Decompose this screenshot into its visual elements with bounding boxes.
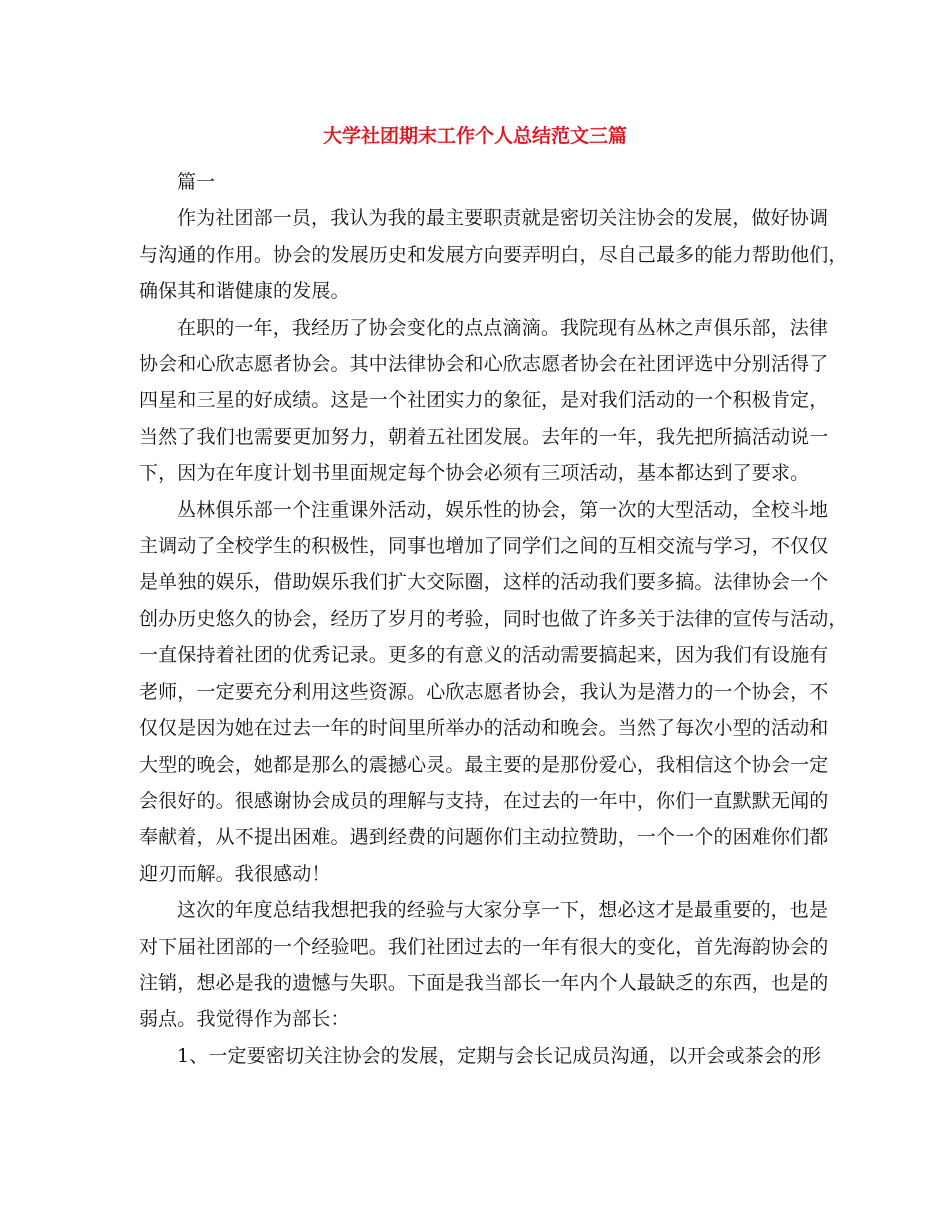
text-line: 确保其和谐健康的发展。 (139, 280, 350, 303)
text-line: 这次的年度总结我想把我的经验与大家分享一下，想必这才是最重要的，也是 (177, 899, 829, 922)
text-line: 当然了我们也需要更加努力，朝着五社团发展。去年的一年，我先把所搞活动说一 (139, 425, 829, 448)
text-line: 大型的晚会，她都是那么的震撼心灵。最主要的是那份爱心，我相信这个协会一定 (139, 753, 829, 776)
text-line: 是单独的娱乐，借助娱乐我们扩大交际圈，这样的活动我们要多搞。法律协会一个 (139, 571, 829, 594)
text-line: 注销，想必是我的遗憾与失职。下面是我当部长一年内个人最缺乏的东西，也是的 (139, 971, 829, 994)
text-line: 协会和心欣志愿者协会。其中法律协会和心欣志愿者协会在社团评选中分别活得了 (139, 353, 829, 376)
paragraph (139, 1038, 821, 1074)
paragraph (139, 492, 848, 892)
text-line: 下，因为在年度计划书里面规定每个协会必须有三项活动，基本都达到了要求。 (139, 462, 810, 485)
text-line: 会很好的。很感谢协会成员的理解与支持，在过去的一年中，你们一直默默无闻的 (139, 789, 829, 812)
text-line: 作为社团部一员，我认为我的最主要职责就是密切关注协会的发展，做好协调 (177, 207, 829, 230)
paragraph (139, 310, 829, 492)
text-line: 老师，一定要充分利用这些资源。心欣志愿者协会，我认为是潜力的一个协会，不 (139, 680, 829, 703)
text-line: 四星和三星的好成绩。这是一个社团实力的象征，是对我们活动的一个积极肯定， (139, 389, 829, 412)
text-line: 主调动了全校学生的积极性，同事也增加了同学们之间的互相交流与学习，不仅仅 (139, 535, 829, 558)
text-line: 仅仅是因为她在过去一年的时间里所举办的活动和晚会。当然了每次小型的活动和 (139, 717, 829, 740)
text-line: 与沟通的作用。协会的发展历史和发展方向要弄明白，尽自己最多的能力帮助他们， (139, 243, 848, 266)
text-line: 迎刃而解。我很感动！ (139, 862, 331, 885)
document-body (139, 164, 848, 1074)
text-line: 奉献着，从不提出困难。遇到经费的问题你们主动拉赞助，一个一个的困难你们都 (139, 826, 829, 849)
paragraph (139, 892, 829, 1038)
text-line: 弱点。我觉得作为部长： (139, 1008, 350, 1031)
section-heading: 篇一 (177, 171, 216, 193)
text-line: 1、一定要密切关注协会的发展，定期与会长记成员沟通，以开会或茶会的形 (177, 1044, 822, 1067)
text-line: 一直保持着社团的优秀记录。更多的有意义的活动需要搞起来，因为我们有设施有 (139, 644, 829, 667)
paragraph (139, 200, 848, 309)
text-line: 创办历史悠久的协会，经历了岁月的考验，同时也做了许多关于法律的宣传与活动， (139, 607, 848, 630)
text-line: 对下届社团部的一个经验吧。我们社团过去的一年有很大的变化，首先海韵协会的 (139, 935, 829, 958)
text-line: 在职的一年，我经历了协会变化的点点滴滴。我院现有丛林之声俱乐部，法律 (177, 316, 829, 339)
text-line: 丛林俱乐部一个注重课外活动，娱乐性的协会，第一次的大型活动，全校斗地 (177, 498, 829, 521)
document-title: 大学社团期末工作个人总结范文三篇 (322, 125, 627, 147)
